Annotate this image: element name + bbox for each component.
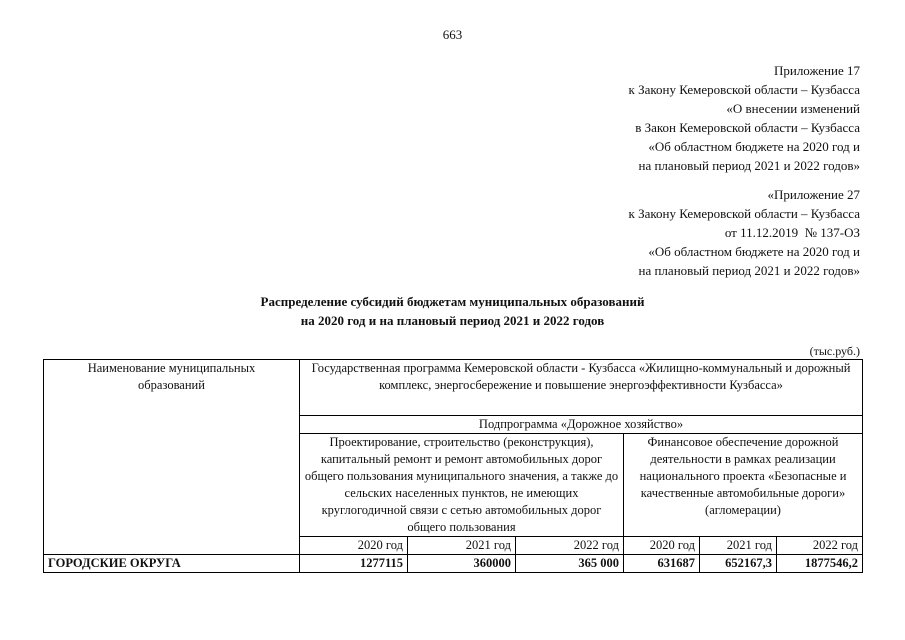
title-line: Распределение субсидий бюджетам муниципальных образований — [260, 294, 645, 309]
appendix-27-block — [629, 185, 861, 280]
year-header: 2021 год — [700, 537, 777, 555]
header-measure-national-project: Финансовое обеспечение дорожной деятельности в рамках реализации национального проекта «Безопасные и качественные автомобильные дороги» (агломерации) — [624, 434, 863, 537]
header-municipality: Наименование муниципальных образований — [44, 360, 300, 555]
appendix-line: «Об областном бюджете на 2020 год и — [648, 244, 860, 259]
row-value: 1877546,2 — [777, 555, 863, 573]
subsidy-table — [43, 359, 863, 573]
row-value: 1277115 — [300, 555, 408, 573]
row-value: 360000 — [408, 555, 516, 573]
year-header: 2021 год — [408, 537, 516, 555]
year-header: 2020 год — [624, 537, 700, 555]
document-title — [0, 292, 905, 330]
row-value: 652167,3 — [700, 555, 777, 573]
header-measure-construction: Проектирование, строительство (реконструкция), капитальный ремонт и ремонт автомобильных дорог общего пользования муниципального значения, а также до сельских населенных пунктов, не имеющих круглогодичной связи с сетью автомобильных дорог общего пользования — [300, 434, 624, 537]
header-subprogram: Подпрограмма «Дорожное хозяйство» — [300, 416, 863, 434]
appendix-line: от 11.12.2019 № 137-ОЗ — [724, 225, 860, 240]
appendix-line: в Закон Кемеровской области – Кузбасса — [635, 120, 860, 135]
units-label: (тыс.руб.) — [809, 344, 860, 358]
appendix-line: к Закону Кемеровской области – Кузбасса — [628, 206, 860, 221]
header-program: Государственная программа Кемеровской области - Кузбасса «Жилищно-коммунальный и дорожный комплекс, энергосбережение и повышение энергоэффективности Кузбасса» — [300, 360, 863, 416]
appendix-line: «Об областном бюджете на 2020 год и — [648, 139, 860, 154]
appendix-line: Приложение 17 — [773, 63, 860, 78]
appendix-17-block — [629, 61, 861, 175]
year-header: 2022 год — [516, 537, 624, 555]
row-name: ГОРОДСКИЕ ОКРУГА — [44, 555, 300, 573]
appendix-line: на плановый период 2021 и 2022 годов» — [638, 158, 860, 173]
appendix-line: «Приложение 27 — [767, 187, 860, 202]
appendix-line: «О внесении изменений — [726, 101, 860, 116]
year-header: 2020 год — [300, 537, 408, 555]
row-value: 365 000 — [516, 555, 624, 573]
title-line: на 2020 год и на плановый период 2021 и 2022 годов — [300, 313, 605, 328]
appendix-line: на плановый период 2021 и 2022 годов» — [638, 263, 860, 278]
table-row — [44, 555, 863, 573]
year-header: 2022 год — [777, 537, 863, 555]
appendix-line: к Закону Кемеровской области – Кузбасса — [628, 82, 860, 97]
page-number: 663 — [442, 27, 463, 42]
row-value: 631687 — [624, 555, 700, 573]
